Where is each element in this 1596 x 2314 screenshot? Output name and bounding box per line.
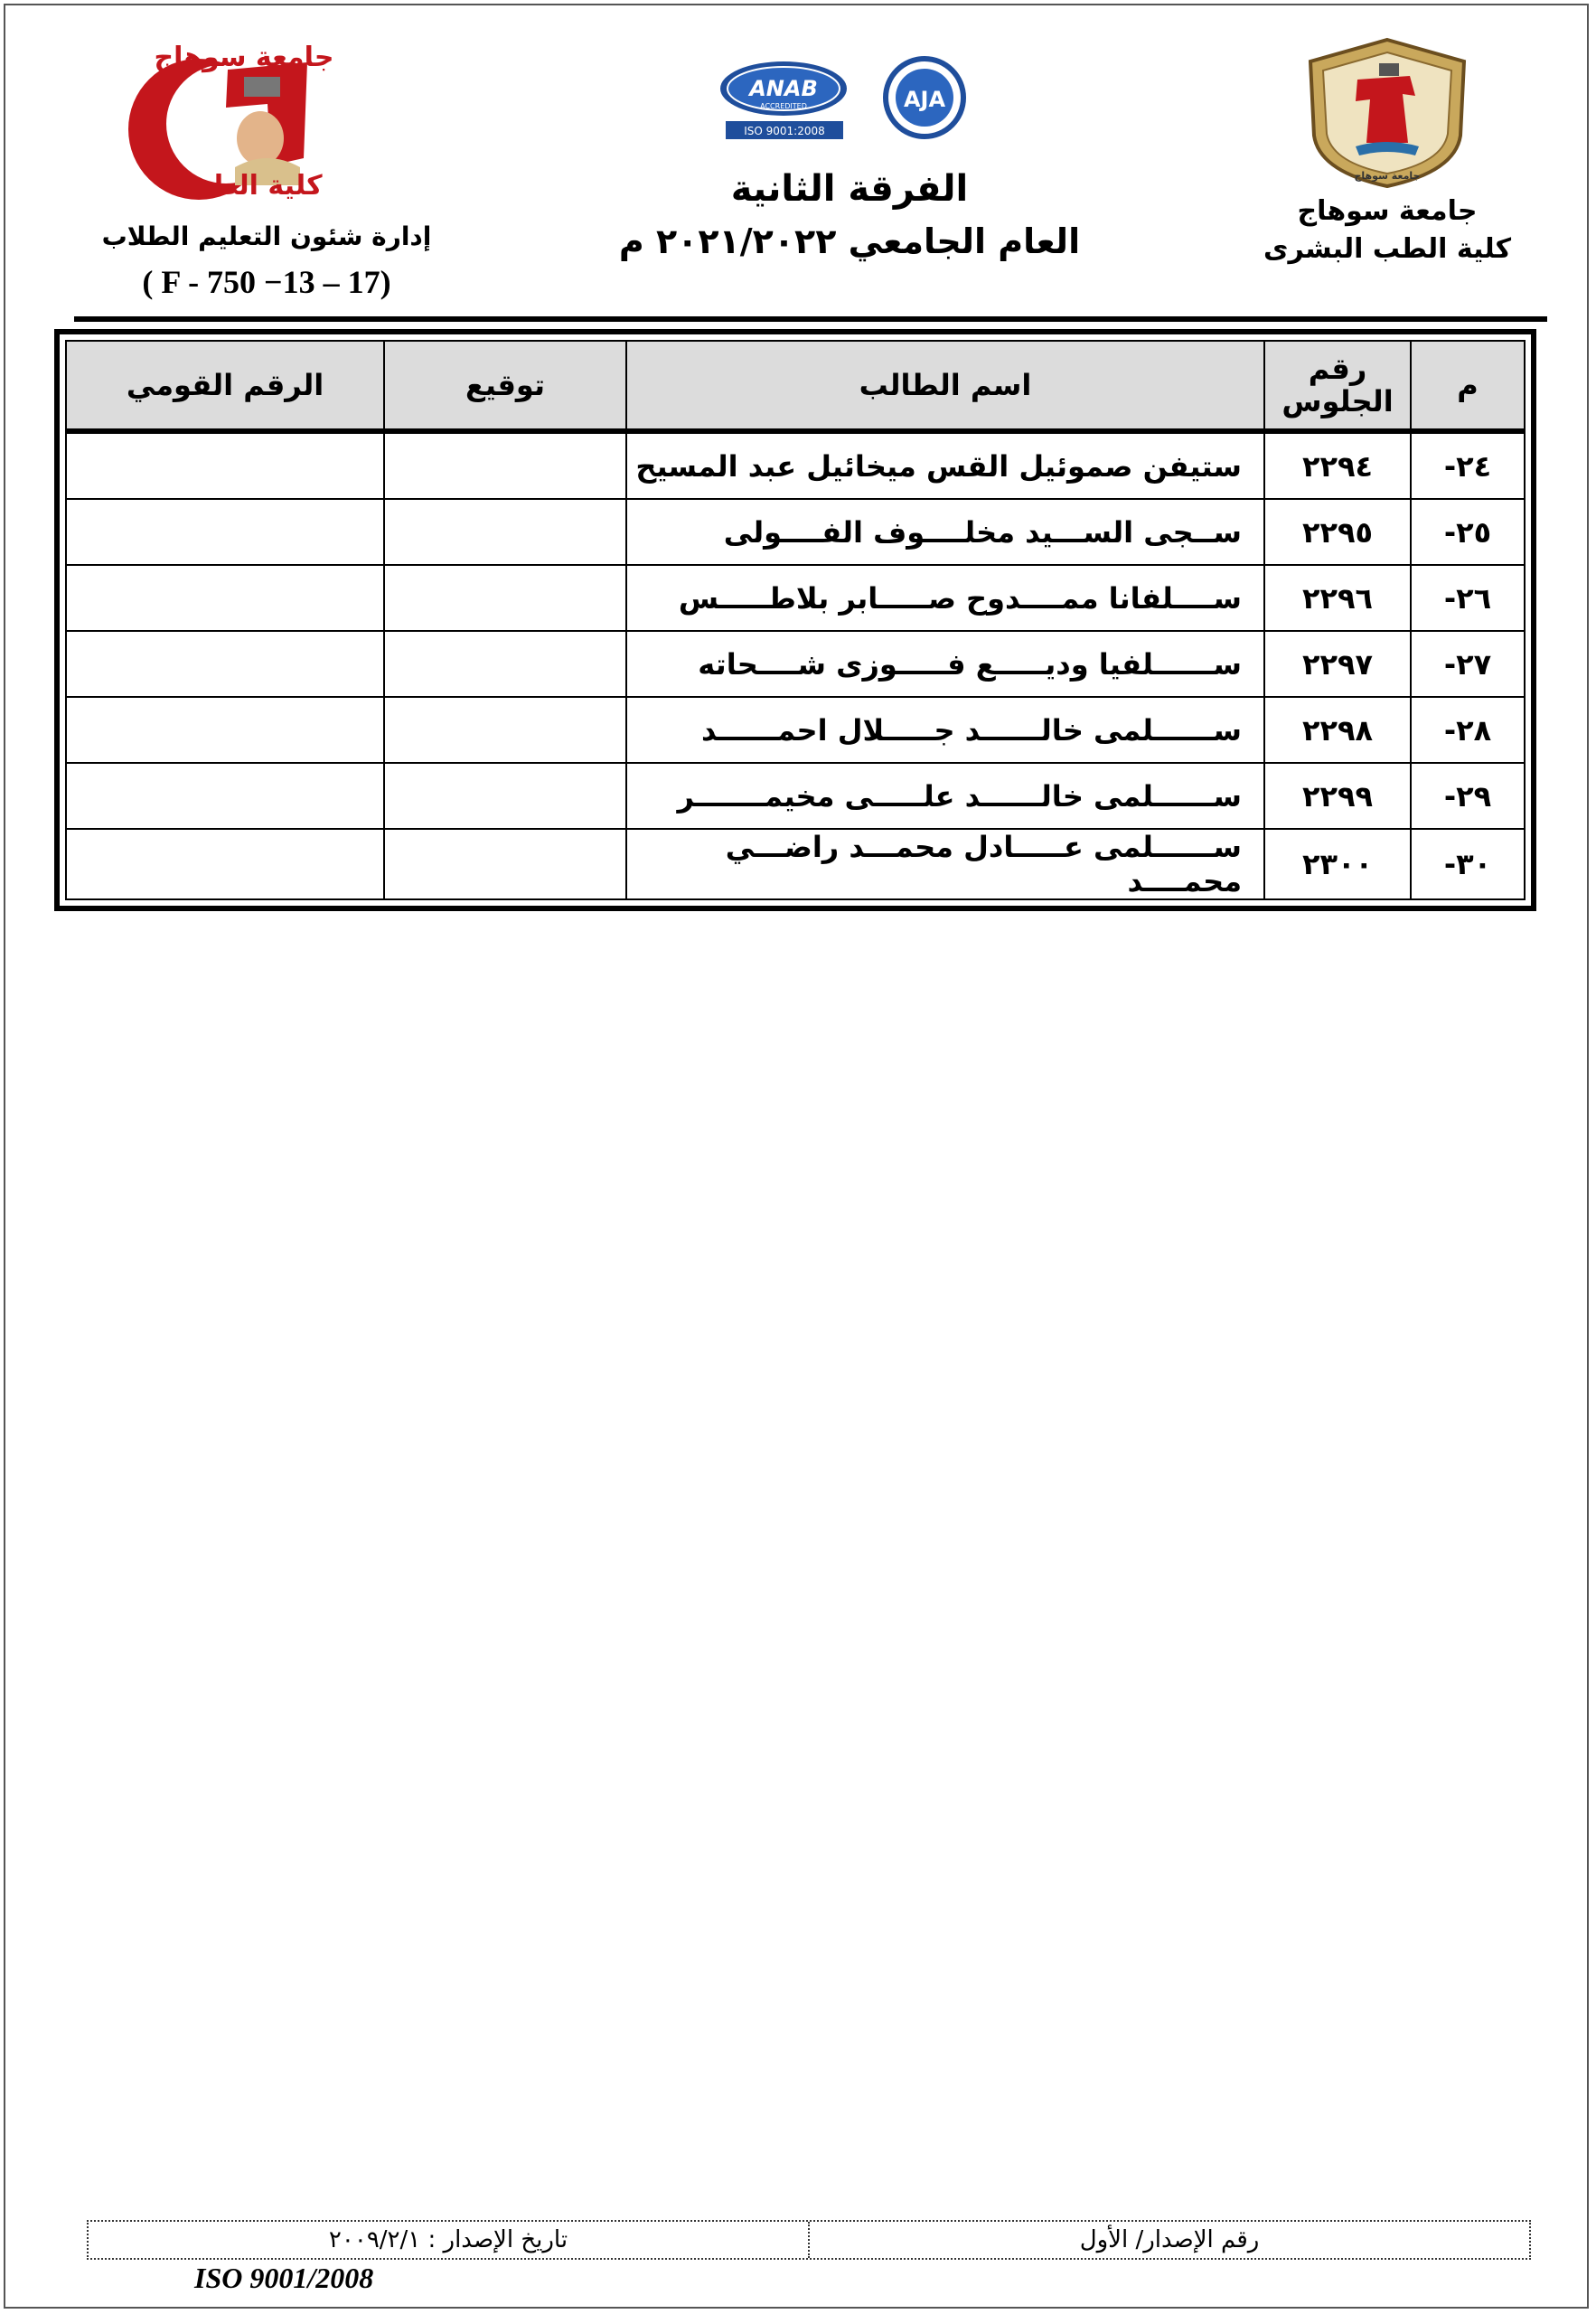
row-index: ٢٥- (1411, 499, 1525, 565)
row-student-name: ســجى الســـيد مخلــــوف الفــــولى (626, 499, 1264, 565)
row-seat-number: ٢٢٩٥ (1264, 499, 1411, 565)
col-header-student-name: اسم الطالب (626, 341, 1264, 431)
faculty-of-medicine-logo (90, 41, 361, 203)
row-signature-cell[interactable] (384, 763, 626, 829)
col-header-index: م (1411, 341, 1525, 431)
document-title-block (560, 163, 1139, 268)
row-index: ٢٩- (1411, 763, 1525, 829)
issue-date: تاريخ الإصدار : ٢٠٠٩/٢/١ (89, 2222, 810, 2258)
row-student-name: ســــــلمى عـــــادل محمـــد راضـــي محمــــد (626, 829, 1264, 899)
row-national-id-cell[interactable] (66, 763, 384, 829)
row-student-name: ستيفن صموئيل القس ميخائيل عبد المسيح (626, 431, 1264, 499)
row-seat-number: ٢٢٩٦ (1264, 565, 1411, 631)
university-name: جامعة سوهاج (1297, 195, 1478, 227)
row-national-id-cell[interactable] (66, 631, 384, 697)
faculty-name: كلية الطب البشرى (1263, 233, 1512, 265)
seat-header-line2: الجلوس (1281, 384, 1394, 419)
row-student-name: ســــــلمى خالــــــد جـــــلال احمــــــد (626, 697, 1264, 763)
department-block (90, 215, 443, 304)
col-header-national-id: الرقم القومي (66, 341, 384, 431)
table-row (66, 631, 1525, 697)
row-national-id-cell[interactable] (66, 829, 384, 899)
row-signature-cell[interactable] (384, 631, 626, 697)
department-name: إدارة شئون التعليم الطلاب (101, 221, 432, 251)
students-table-frame (54, 329, 1536, 911)
header-divider (74, 316, 1547, 322)
row-index: ٢٦- (1411, 565, 1525, 631)
issue-number: رقم الإصدار/ الأول (1079, 2226, 1260, 2253)
row-signature-cell[interactable] (384, 565, 626, 631)
form-code: ( F - 750 −13 – 17) (142, 264, 391, 300)
row-signature-cell[interactable] (384, 499, 626, 565)
row-index: ٣٠- (1411, 829, 1525, 899)
students-table (65, 340, 1526, 900)
university-block (1256, 193, 1518, 268)
table-row (66, 499, 1525, 565)
row-index: ٢٨- (1411, 697, 1525, 763)
row-seat-number: ٢٢٩٧ (1264, 631, 1411, 697)
row-student-name: ســــــلفيا وديـــــع فـــــوزى شــــحاته (626, 631, 1264, 697)
seat-header-line1: رقم (1308, 352, 1367, 386)
academic-year-title: العام الجامعي ٢٠٢١/٢٠٢٢ م (618, 221, 1081, 261)
row-seat-number: ٢٣٠٠ (1264, 829, 1411, 899)
svg-text:ANAB: ANAB (749, 76, 818, 101)
col-header-signature: توقيع (384, 341, 626, 431)
table-row (66, 431, 1525, 499)
table-row (66, 829, 1525, 899)
row-index: ٢٧- (1411, 631, 1525, 697)
footer-issue-box (87, 2220, 1531, 2260)
svg-text:جامعة سوهاج: جامعة سوهاج (1354, 170, 1421, 182)
row-national-id-cell[interactable] (66, 431, 384, 499)
table-row (66, 763, 1525, 829)
table-row (66, 697, 1525, 763)
iso-footer-label: ISO 9001/2008 (194, 2262, 374, 2294)
certification-logos (718, 54, 990, 145)
row-student-name: ســــلفانا ممــــدوح صـــــابر بلاطـــــس (626, 565, 1264, 631)
row-national-id-cell[interactable] (66, 565, 384, 631)
row-signature-cell[interactable] (384, 431, 626, 499)
row-signature-cell[interactable] (384, 697, 626, 763)
table-row (66, 565, 1525, 631)
svg-text:جامعة سوهاج: جامعة سوهاج (154, 42, 334, 73)
sohag-university-crest-logo (1301, 36, 1473, 190)
table-header-row (66, 341, 1525, 431)
row-signature-cell[interactable] (384, 829, 626, 899)
row-seat-number: ٢٢٩٤ (1264, 431, 1411, 499)
row-index: ٢٤- (1411, 431, 1525, 499)
row-seat-number: ٢٢٩٩ (1264, 763, 1411, 829)
row-student-name: ســــــلمى خالــــــد علـــــى مخيمـــــــر (626, 763, 1264, 829)
row-national-id-cell[interactable] (66, 499, 384, 565)
svg-text:AJA: AJA (903, 87, 946, 112)
svg-text:ACCREDITED: ACCREDITED (760, 102, 807, 110)
svg-text:ISO 9001:2008: ISO 9001:2008 (744, 125, 825, 137)
col-header-seat-number (1264, 341, 1411, 431)
row-seat-number: ٢٢٩٨ (1264, 697, 1411, 763)
year-group-title: الفرقة الثانية (730, 168, 969, 210)
row-national-id-cell[interactable] (66, 697, 384, 763)
svg-text:كلية الطب: كلية الطب (183, 170, 323, 202)
